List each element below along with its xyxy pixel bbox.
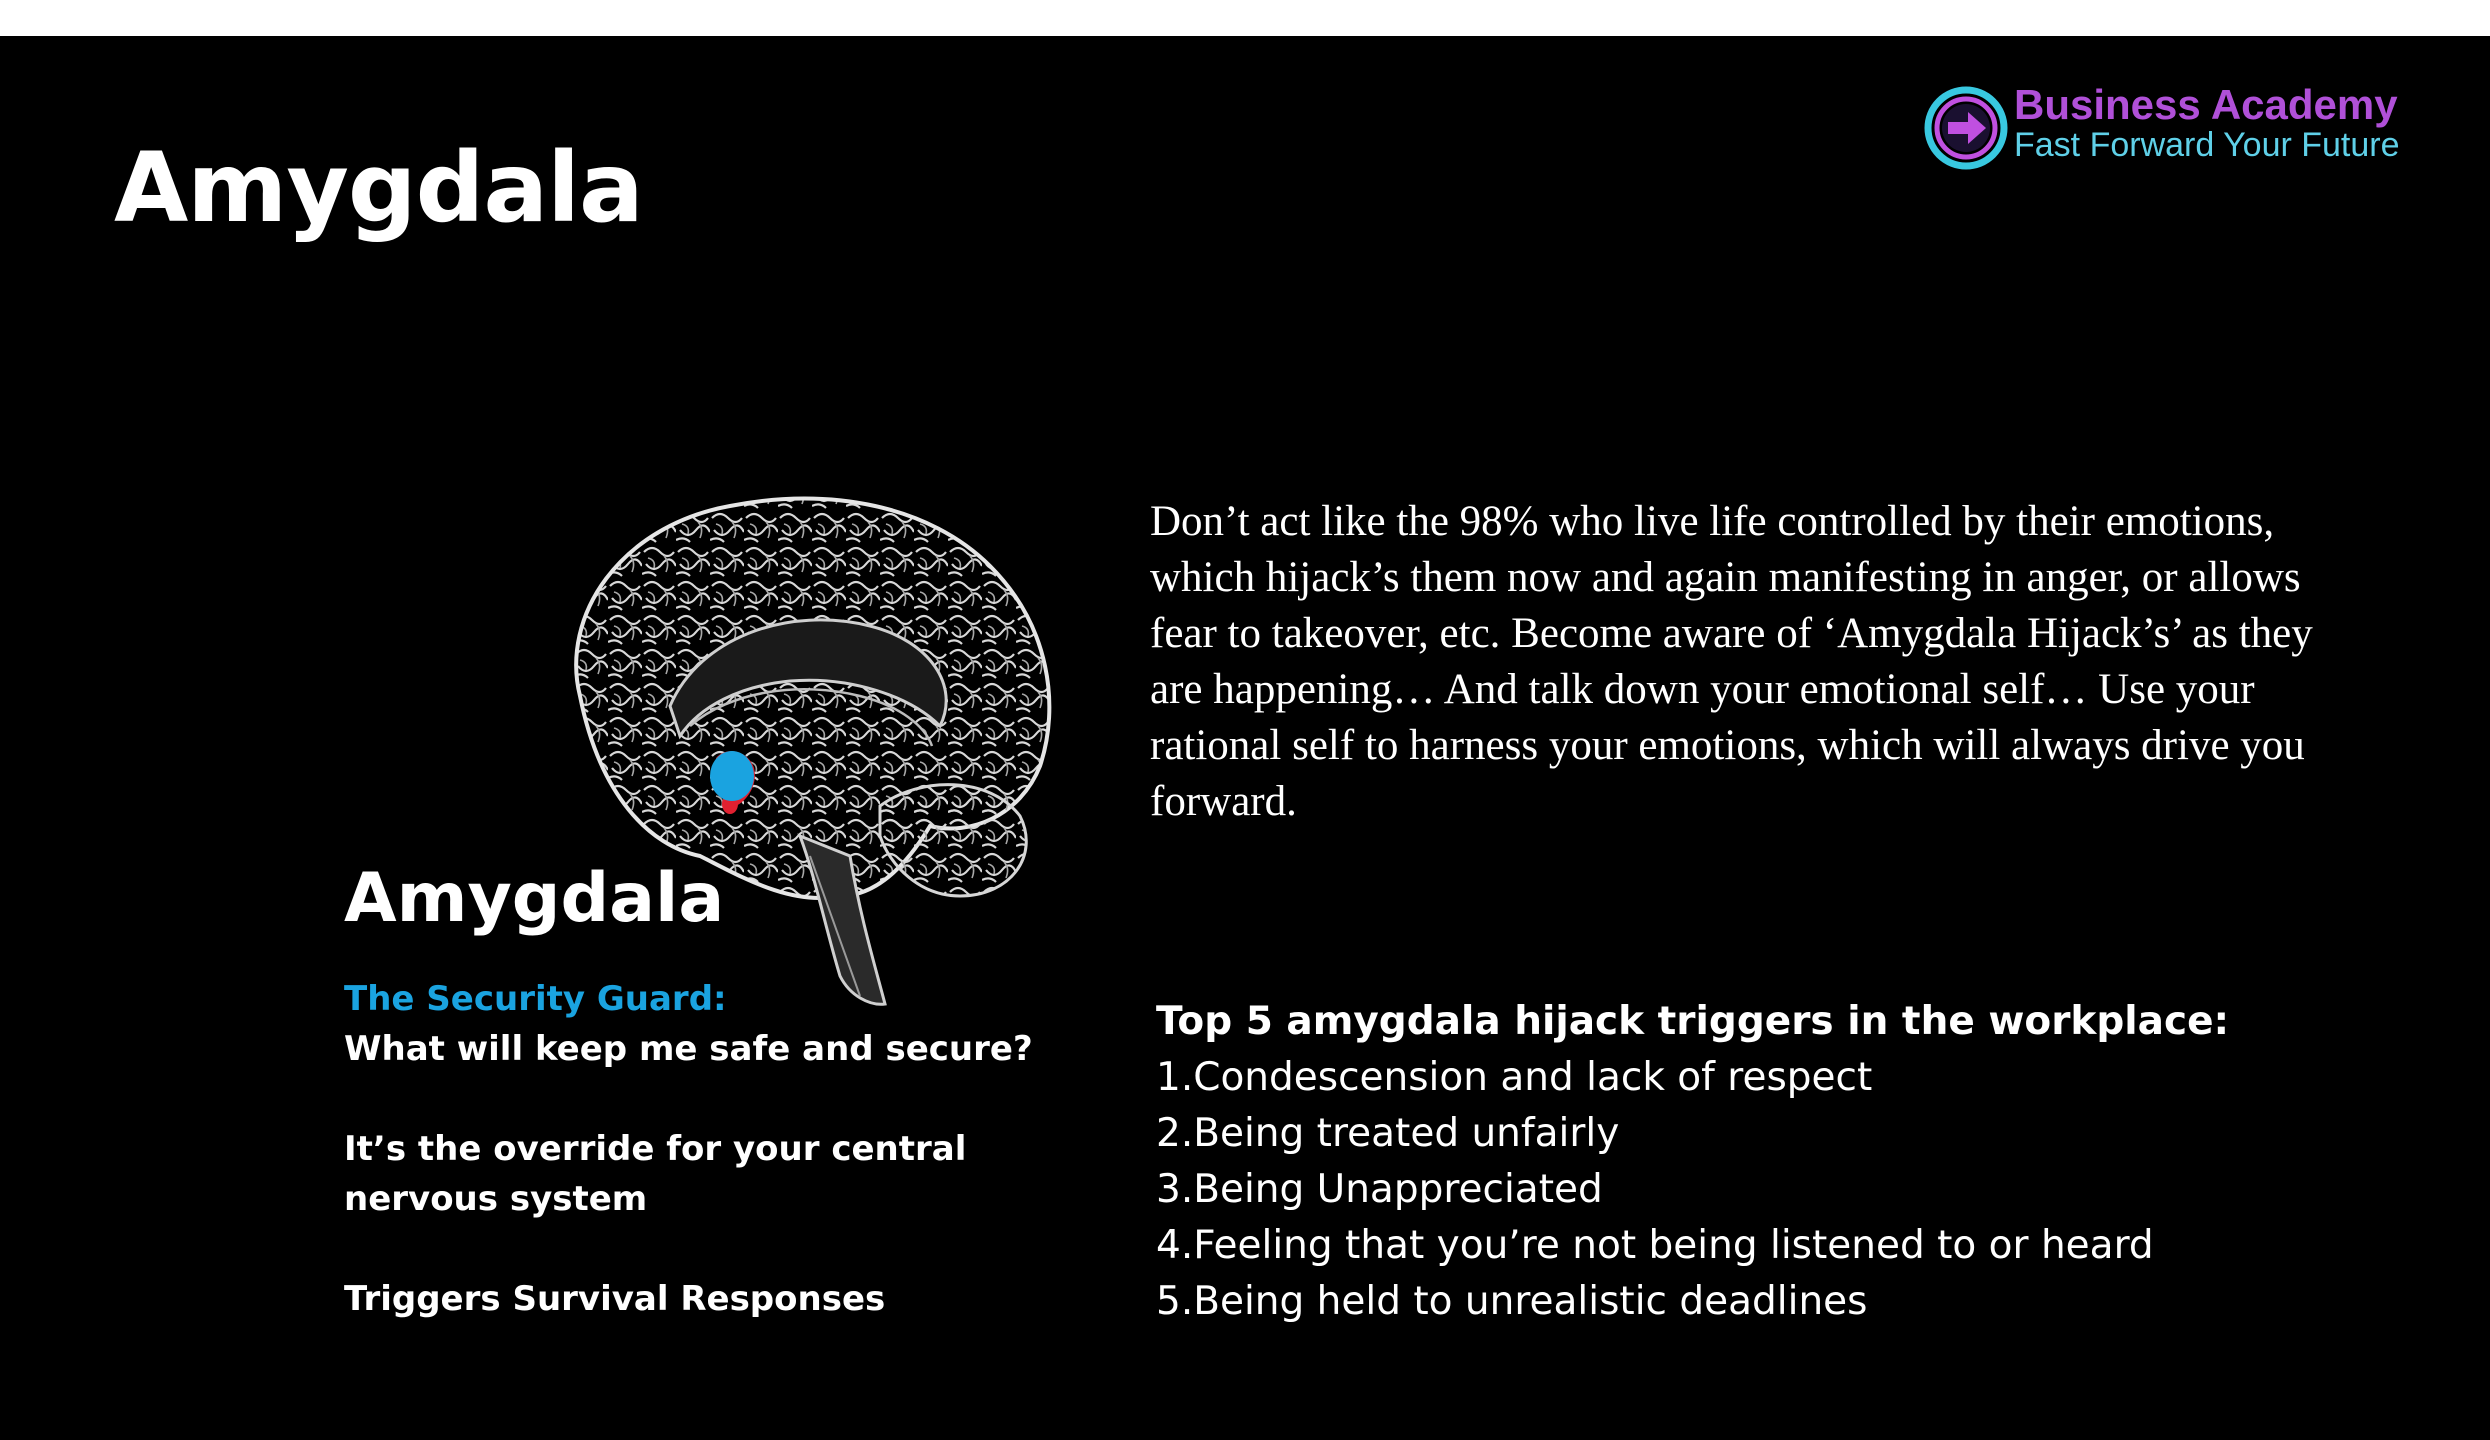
triggers-items <box>1156 1050 2356 1330</box>
slide-title: Amygdala <box>114 132 643 244</box>
logo-tagline: Fast Forward Your Future <box>2014 126 2400 164</box>
business-academy-logo <box>1918 78 2438 178</box>
trigger-item: 5.Being held to unrealistic deadlines <box>1156 1279 1868 1324</box>
override-line-1: It’s the override for your central <box>344 1129 967 1169</box>
top-margin <box>0 0 2490 36</box>
logo-arrow-icon <box>1922 84 2010 172</box>
trigger-item: 2.Being treated unfairly <box>1156 1111 1620 1156</box>
spacer <box>344 1074 1044 1124</box>
triggers-list <box>1156 994 2356 1330</box>
slide <box>0 36 2490 1440</box>
spacer <box>344 1224 1044 1274</box>
trigger-item: 4.Feeling that you’re not being listened to or heard <box>1156 1223 2154 1268</box>
security-guard-heading: The Security Guard: <box>344 979 727 1019</box>
safety-question: What will keep me safe and secure? <box>344 1029 1033 1069</box>
trigger-item: 1.Condescension and lack of respect <box>1156 1055 1873 1100</box>
amygdala-description <box>344 974 1044 1324</box>
triggers-heading: Top 5 amygdala hijack triggers in the workplace: <box>1156 999 2230 1044</box>
logo-name: Business Academy <box>2014 81 2398 128</box>
override-line-2: nervous system <box>344 1179 648 1219</box>
brain-label: Amygdala <box>344 859 725 938</box>
hijack-quote: Don’t act like the 98% who live life controlled by their emotions, which hijack’s them now and again manifesting in anger, or allows fear to takeover, etc. Become aware of ‘Amygdala Hijack’s’ as they are happening… And talk down your emotional self… Use your rational self to harness your emotions, which will always drive you forward. <box>1150 498 2313 825</box>
trigger-item: 3.Being Unappreciated <box>1156 1167 1603 1212</box>
survival-responses: Triggers Survival Responses <box>344 1279 886 1319</box>
